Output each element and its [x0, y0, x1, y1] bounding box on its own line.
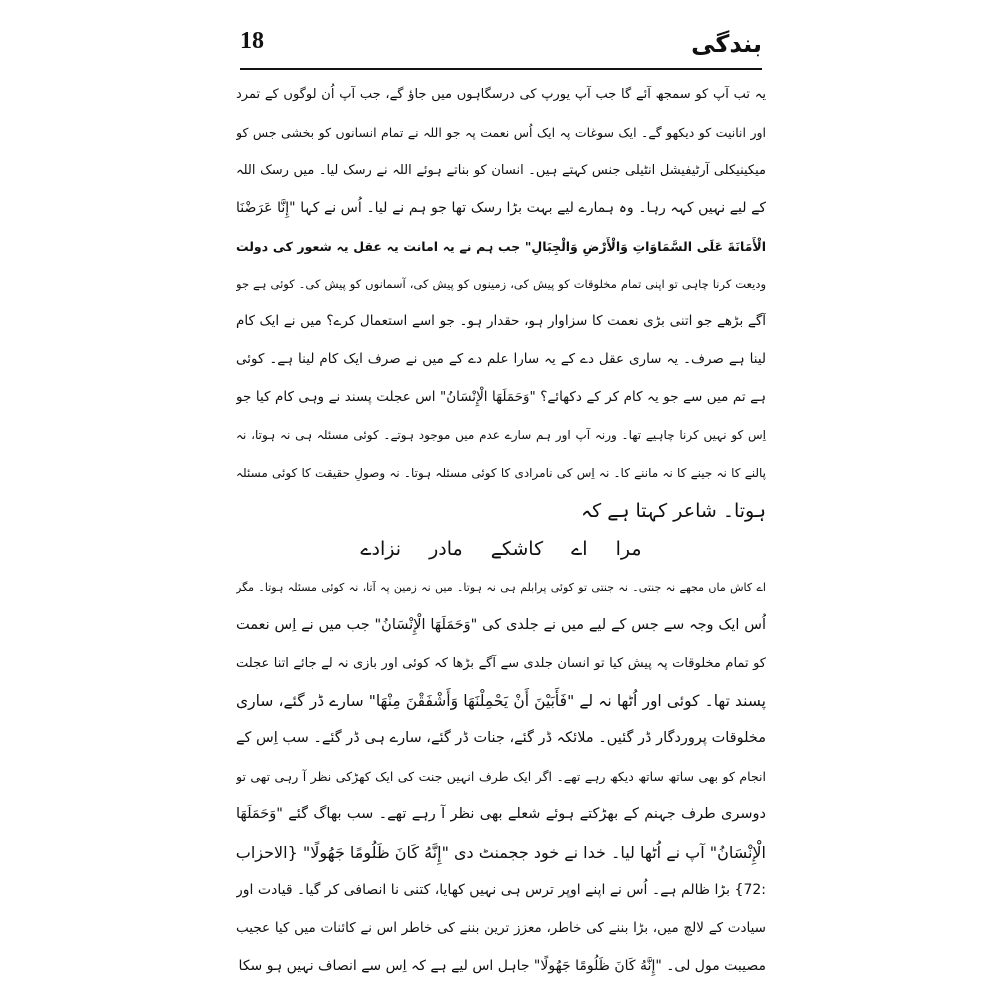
text-line: آگے بڑھے جو اتنی بڑی نعمت کا سزاوار ہو، حقدار ہو۔ جو اسے استعمال کرے؟ میں نے ایک کام [236, 313, 766, 330]
text-line: مخلوقات پروردگار ڈر گئیں۔ ملائکہ ڈر گئے، جنات ڈر گئے، سارے ہی ڈر گئے۔ سب اِس کے [236, 730, 766, 747]
text-line: اِس کو نہیں کرنا چاہیے تھا۔ ورنہ آپ اور ہم سارے عدم میں موجود ہوتے۔ کوئی مسئلہ ہی نہ ہوتا، نہ [236, 428, 766, 443]
text-line: کو تمام مخلوقات پہ پیش کیا تو انسان جلدی سے آگے بڑھا کہ کوئی اور بازی نہ لے جائے اتنا عجلت [236, 655, 766, 671]
text-line: ہے تم میں سے جو یہ کام کر کے دکھائے؟ "وَحَمَلَهَا الْإِنْسَانُ" اس عجلت پسند نے وہی کام کیا جو [236, 389, 766, 406]
text-line: الْإِنْسَانُ" آپ نے اُٹھا لیا۔ خدا نے خود ججمنٹ دی "إِنَّهُ كَانَ ظَلُومًا جَهُولًا" {الاحزاب [236, 843, 766, 863]
text-line: یہ تب آپ کو سمجھ آئے گا جب آپ یورپ کی درسگاہوں میں جاؤ گے، جب آپ اُن لوگوں کے تمرد [236, 87, 766, 102]
text-line: الْأَمَانَةَ عَلَى السَّمَاوَاتِ وَالْأَرْضِ وَالْجِبَالِ" جب ہم نے یہ امانت یہ عقل یہ شعور کی دولت [236, 238, 766, 254]
text-line: مصیبت مول لی۔ "إِنَّهُ كَانَ ظَلُومًا جَهُولًا" جاہل اس لیے ہے کہ اِس سے انصاف نہیں ہو سکا [238, 957, 766, 974]
text-line: :72} بڑا ظالم ہے۔ اُس نے اپنے اوپر ترس ہی نہیں کھایا، کتنی نا انصافی کر گیا۔ قیادت اور [236, 882, 766, 899]
text-line: دوسری طرف جہنم کے بھڑکتے ہوئے شعلے بھی نظر آ رہے تھے۔ سب بھاگ گئے "وَحَمَلَهَا [236, 806, 766, 823]
text-line: اور انانیت کو دیکھو گے۔ ایک سوغات پہ ایک اُس نعمت پہ جو اللہ نے تمام انسانوں کو بخشی جس کو [236, 124, 766, 140]
text-line: پسند تھا۔ کوئی اور اُٹھا نہ لے "فَأَبَيْنَ أَنْ يَحْمِلْنَهَا وَأَشْفَقْنَ مِنْهَا" سارے ڈر گئے، ساری [236, 691, 766, 710]
text-line: اے کاش ماں مجھے نہ جنتی۔ نہ جنتی تو کوئی پرابلم ہی نہ ہوتا۔ میں نہ زمین پہ آتا، نہ کوئی مسئلہ ہوتا۔ مگر [236, 580, 766, 594]
text-line: پالنے کا نہ جینے کا نہ ماننے کا۔ نہ اِس کی نامرادی کا کوئی مسئلہ ہوتا۔ نہ وصولِ حقیقت کا کوئی مسئلہ [236, 466, 766, 481]
text-line: میکینیکلی آرٹیفیشل انٹیلی جنس کہتے ہیں۔ انسان کو بناتے ہوئے اللہ نے رسک لیا۔ میں رسک اللہ [236, 162, 766, 178]
text-line: اُس ایک وجہ سے جس کے لیے میں نے جلدی کی "وَحَمَلَهَا الْإِنْسَانُ" جب میں نے اِس نعمت [236, 616, 766, 633]
body-text [236, 76, 766, 986]
text-line: کے لیے نہیں کہہ رہا۔ وہ ہمارے لیے بہت بڑا رسک تھا جو ہم نے لیا۔ اُس نے کہا "إِنَّا عَرَضْنَا [236, 199, 766, 216]
text-line: لینا ہے صرف۔ یہ ساری عقل دے کے یہ سارا علم دے کے میں نے صرف ایک کام لینا ہے۔ کوئی [236, 351, 766, 368]
text-line: انجام کو بھی ساتھ ساتھ دیکھ رہے تھے۔ اگر ایک طرف انہیں جنت کی ایک کھڑکی نظر آ رہی تھی تو [236, 769, 766, 785]
header-rule [240, 68, 762, 70]
running-title: بندگی [691, 30, 762, 58]
page-number: 18 [240, 28, 264, 54]
text-line: سیادت کے لالچ میں، بڑا بننے کی خاطر، معزز ترین بننے کی خاطر اس نے کائنات میں کیا عجیب [236, 919, 766, 936]
text-line: ہوتا۔ شاعر کہتا ہے کہ [581, 499, 766, 522]
text-line: ودیعت کرنا چاہی تو اپنی تمام مخلوقات کو پیش کی، زمینوں کو پیش کی، آسمانوں کو پیش کی۔ کوئی ہے جو [236, 276, 766, 291]
persian-verse: مرا اے کاشکے مادر نزادے [360, 537, 642, 560]
